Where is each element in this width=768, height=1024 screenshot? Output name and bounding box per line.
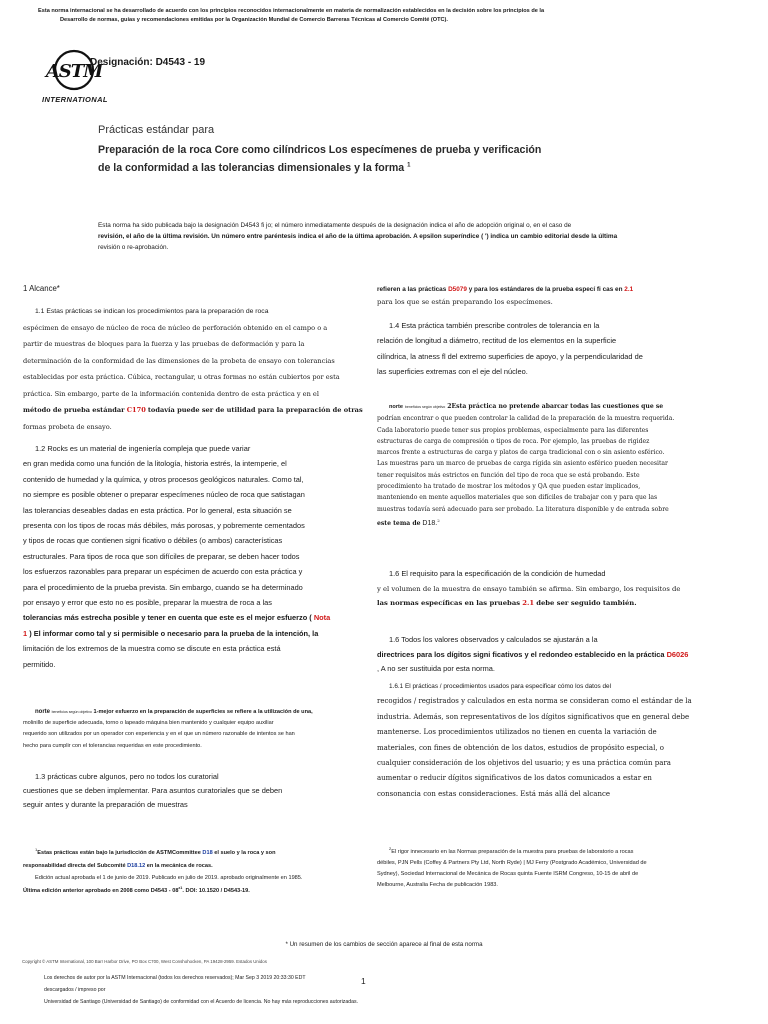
- p12-line: no siempre es posible obtener o preparar especímenes núcleo de roca que satistagan: [23, 490, 305, 500]
- p12-bold-line: [23, 610, 368, 625]
- title-line1: Prácticas estándar para: [98, 124, 215, 136]
- p12-line: por ensayo y error que esto no es posible, preparar la muestra de roca a las: [23, 598, 272, 608]
- summary-note-text: * Un resumen de los cambios de sección aparece al final de esta norma: [285, 941, 483, 948]
- ref-c170[interactable]: C170: [126, 406, 146, 414]
- note-2-bold: 2Esta práctica no pretende abarcar todas las cuestiones que se: [447, 403, 664, 410]
- note-2-line: procedimiento ha tratado de mostrar los métodos y QA que pueden estar implicados,: [377, 483, 641, 491]
- svg-text:ASTM: ASTM: [45, 61, 103, 82]
- note-2: [377, 401, 749, 529]
- note-2-line: manteniendo en mente aquellos materiales que son difíciles de trabajar con y para que las: [377, 494, 658, 502]
- ref-d18-12[interactable]: D18.12: [127, 862, 146, 869]
- note-2-line: marcos frente a estructuras de carga y platos de carga tradicional con o sin asiento esférico.: [377, 449, 665, 457]
- p161-line: recogidos / registrados y calculados en esta norma se consideran como el estándar de la: [377, 697, 692, 706]
- p11-last: formas probeta de ensayo.: [23, 422, 112, 431]
- footnote-2-a: El rigor innecesario en las Normas preparación de la muestra para pruebas de laboratorio a rocas: [391, 848, 634, 855]
- paragraph-1-6a: [377, 567, 747, 611]
- footnote-1-b: el suelo y la roca y son: [214, 849, 276, 856]
- title-line3-text: de la conformidad a las tolerancias dimensionales y la forma: [98, 162, 405, 174]
- p12-line: permitido.: [23, 659, 56, 669]
- footnote-1-line2: [23, 860, 368, 873]
- p14-line: cilíndrica, la atness fl del extremo superficies de apoyo, y la perpendicularidad de: [377, 351, 643, 361]
- title-line2: Preparación de la roca Core como cilíndricos Los especímenes de prueba y verificación: [98, 144, 542, 156]
- p14-line: las superficies extremas con el eje del núcleo.: [377, 367, 528, 377]
- issuance-line3: revisión o re-aprobación.: [98, 244, 169, 251]
- p14-line: 1.4 Esta práctica también prescribe controles de tolerancia en la: [389, 321, 600, 330]
- note-2-line: muestras todavía será adecuado para ser probado. La literatura disponible y de entrada sobre: [377, 505, 669, 513]
- note-2-end-sup: 2: [437, 517, 440, 523]
- license-line3: Universidad de Santiago (Universidad de Santiago) de conformidad con el Acuerdo de licencia. No hay más reproducciones autorizadas.: [44, 999, 359, 1005]
- p12-bold2: ) El informar como tal y si permisible o necesario para la prueba de la intención, la: [29, 628, 319, 638]
- footnote-2-line: Sydney), Sociedad Internacional de Mecánica de Rocas quinta Fuente ISRM Congreso, 10-15 de abril de: [377, 871, 639, 878]
- p16a-line: 1.6 El requisito para la especificación de la condición de humedad: [389, 569, 606, 578]
- note-2-first-line: [377, 401, 749, 413]
- p11-line: determinación de la conformidad de las dimensiones de la probeta de ensayo con tolerancias: [23, 356, 335, 365]
- copyright: Copyright © ASTM International, 100 Barr Harbor Drive, PO Box C700, West Conshohocken, PA 19428-2959. Estados Unidos: [22, 959, 267, 964]
- note-1-first-line: [23, 707, 368, 718]
- p16b-line3: , A no ser sustituida por esta norma.: [377, 664, 495, 673]
- p16a-bold2: debe ser seguido también.: [536, 599, 637, 607]
- p12-line: presenta con los tipos de rocas más débiles, más porosas, y pobremente cementados: [23, 521, 305, 531]
- note-1-link[interactable]: Nota: [313, 613, 331, 623]
- continuation-line2: para los que se están preparando los especímenes.: [377, 298, 553, 306]
- footnote-2-line1: [377, 843, 749, 858]
- p13-line: seguir antes y durante la preparación de muestras: [23, 799, 188, 809]
- footnote-1-line4: [23, 883, 368, 896]
- page-number: 1: [361, 976, 366, 986]
- p12-line: contenido de humedad y la química, y otros procesos geológicos naturales. Como tal,: [23, 474, 304, 484]
- note-2-line: Las muestras para un marco de pruebas de carga rígida sin asiento esférico pueden necesitar: [377, 460, 668, 468]
- ref-d5079[interactable]: D5079: [448, 286, 467, 293]
- p12-line: las tolerancias deseables dadas en esta práctica. Por lo general, esta situación se: [23, 505, 292, 515]
- paragraph-1-2: [23, 441, 368, 672]
- ref-d18-note[interactable]: D18.: [422, 520, 438, 527]
- footnote-2-line: débiles, PJN Pells (Coffey & Partners Pty Ltd, North Ryde) | MJ Ferry (Postgrado Académico, Universidad de: [377, 860, 647, 867]
- note-2-end: [377, 515, 749, 529]
- p13-line: 1.3 prácticas cubre algunos, pero no todos los curatorial: [35, 772, 219, 781]
- paragraph-1-3: [23, 770, 368, 811]
- p13-line: cuestiones que se deben implementar. Para asuntos curatoriales que se deben: [23, 785, 283, 795]
- continuation-bold: refieren a las prácticas: [377, 286, 447, 293]
- footnote-1-c: responsabilidad directa del Subcomité: [23, 862, 126, 869]
- p161-line: aumentar o reducir dígitos significativos de los datos comunicados a estar en: [377, 774, 652, 783]
- title-line3: [98, 162, 410, 174]
- license-line2: descargados / impreso por: [44, 987, 106, 993]
- continuation-line1: [377, 283, 747, 297]
- header-notice: [38, 7, 758, 25]
- continuation-bold2: y para los estándares de la prueba especí fi cas en: [468, 286, 623, 293]
- p12-line: los esfuerzos razonables para preparar un espécimen de acuerdo con esta práctica y: [23, 567, 303, 577]
- title-footnote-mark: 1: [407, 162, 411, 169]
- footnote-1-line3: Edición actual aprobada el 1 de junio de 2019. Publicado en julio de 2019. aprobado originalmente en 1985.: [35, 874, 303, 881]
- ref-2-1-b[interactable]: 2.1: [522, 599, 535, 607]
- footnote-2: [377, 843, 749, 892]
- footnote-1-f: Última edición anterior aprobado en 2008 como D4543 - 08: [23, 887, 179, 894]
- note-1-line: requerido son utilizados por un operador con experiencia y en el que un número razonable de intentos se han: [23, 731, 295, 738]
- p11-line: establecidas por esta práctica. Cúbica, rectangular, u otras formas no están cubiertos por esta: [23, 373, 340, 381]
- note-1-line: molinillo de superficie adecuada, torno o lapeado máquina bien mantenido y cualquier equipo auxiliar: [23, 720, 274, 727]
- ref-d6026[interactable]: D6026: [666, 649, 689, 659]
- p11-line: partir de muestras de bloques para la fuerza y las pruebas de deformación y para la: [23, 340, 305, 348]
- p12-line: limitación de los extremos de la muestra como se discute en esta práctica está: [23, 644, 281, 654]
- p11-bold-b: todavía puede ser de utilidad para la preparación de otras: [147, 406, 363, 414]
- p11-bold-a: método de prueba estándar: [23, 406, 125, 414]
- p11-bold-line: [23, 405, 363, 417]
- p16a-line: y el volumen de la muestra de ensayo también se afirma. Sin embargo, los requisitos de: [377, 584, 681, 593]
- footnote-2-sup: 2: [389, 846, 392, 851]
- footnote-1-d: en la mecánica de rocas.: [146, 862, 213, 869]
- logo-name: INTERNATIONAL: [42, 95, 108, 104]
- p16a-bold: las normas específicas en las pruebas: [377, 599, 521, 607]
- note-1: [23, 707, 368, 752]
- license-line1: Los derechos de autor por la ASTM Internacional (todos los derechos reservados); Mar Sep 3 2019 20:33:30 EDT: [44, 975, 306, 981]
- p16a-bold-line: [377, 596, 747, 611]
- p12-bold-line2: [23, 626, 368, 641]
- summary-note: [0, 941, 768, 948]
- note-1-label: norte: [35, 709, 50, 715]
- paragraph-1-6-1: [377, 679, 749, 802]
- footnote-2-line: Melbourne, Australia Fecha de publicación 1983.: [377, 882, 498, 889]
- footnote-1-g: . DOI: 10.1520 / D4543-19.: [182, 887, 250, 894]
- license-block: [44, 972, 644, 1008]
- footnote-1-f-sup: ε1: [178, 885, 183, 890]
- note-2-line: podrían encontrar o que pueden controlar la calidad de la preparación de la muestra requerida.: [377, 415, 675, 423]
- p12-line: 1.2 Rocks es un material de ingeniería compleja que puede variar: [35, 444, 251, 453]
- p161-line: cualquier consideración de los objetivos del usuario; y es una práctica común para: [377, 759, 671, 768]
- issuance-statement: [98, 220, 718, 253]
- issuance-line1: Esta norma ha sido publicada bajo la designación D4543 fi jo; el número inmediatamente después de la designación indica el año de adopción original o, en el caso de: [98, 222, 572, 229]
- p12-line: y tipos de rocas que contienen signi ficativo o débiles (o ambos) características: [23, 536, 283, 546]
- p11-line: práctica. Sin embargo, parte de la información contenida dentro de esta práctica y en el: [23, 389, 319, 398]
- ref-2-1[interactable]: 2.1: [624, 286, 634, 293]
- paragraph-1-6b: [377, 633, 747, 677]
- p16b-line1: 1.6 Todos los valores observados y calculados se ajustarán a la: [389, 635, 598, 644]
- header-notice-line1: Esta norma internacional se ha desarrollado de acuerdo con los principios reconocidos internacionalmente en materia de normalización establecidos en la decisión sobre los principios de la: [38, 8, 545, 14]
- paragraph-1-4: [377, 318, 747, 380]
- ref-d18[interactable]: D18: [202, 849, 213, 856]
- p12-line: en gran medida como una función de la litología, historia estrés, la intemperie, el: [23, 459, 287, 469]
- section-heading-scope: 1 Alcance*: [23, 284, 60, 293]
- p14-line: relación de longitud a diámetro, rectitud de los elementos en la superficie: [377, 336, 617, 346]
- note-2-label: norte: [389, 404, 403, 410]
- note-1-bold: 1-mejor esfuerzo en la preparación de superficies se refiere a la utilización de una,: [93, 709, 313, 715]
- footnote-1: [23, 843, 368, 896]
- note-2-line: estructuras de carga de compresión o tipos de roca. Por ejemplo, las pruebas de rigidez: [377, 437, 650, 445]
- note-1-line: hecho para cumplir con el tolerancias requeridas en este procedimiento.: [23, 742, 202, 749]
- issuance-line2: revisión, el año de la última revisión. Un número entre paréntesis indica el año de la última aprobación. A epsilon superíndice ( ') indica un cambio editorial desde la última: [98, 233, 618, 240]
- p161-line: industria. Además, son representativos de los dígitos significativos que en general debe: [377, 712, 690, 721]
- p16b-bold-line: [377, 648, 747, 663]
- p161-line: mantenerse. Los procedimientos utilizados no tienen en cuenta la variación de: [377, 728, 657, 737]
- designation: Designación: D4543 - 19: [90, 57, 206, 68]
- footnote-1-a: Estas prácticas están bajo la jurisdicción de ASTMCommittee: [37, 849, 201, 856]
- p161-line: consonancia con estas consideraciones. Está más allá del alcance: [377, 789, 611, 798]
- paragraph-1-1: [23, 306, 363, 433]
- p12-line: para el procedimiento de la prueba prevista. Sin embargo, cuando se ha determinado: [23, 582, 303, 592]
- footnote-1-line1: [23, 843, 368, 860]
- note-2-line: tener requisitos más estrictos en función del tipo de roca que se está probando. Este: [377, 471, 640, 479]
- p11-line: 1.1 Estas prácticas se indican los procedimientos para la preparación de roca: [35, 308, 269, 315]
- p12-line: estructurales. Para tipos de roca que son difíciles de preparar, se deben hacer todos: [23, 551, 300, 561]
- note-2-end-bold: este tema de: [377, 520, 421, 527]
- right-continuation: [377, 283, 747, 309]
- p16b-bold: directrices para los dígitos signi ficativos y el redondeo establecido en la práctica: [377, 649, 665, 659]
- footnote-1-sup: 1: [35, 847, 38, 852]
- note-1-number[interactable]: 1: [23, 628, 28, 638]
- note-2-sub: beneficios según objetivo: [404, 405, 446, 409]
- header-notice-line2: Desarrollo de normas, guías y recomendaciones emitidas por la Organización Mundial de Comercio Barreras Técnicas al Comercio Comité (OTC).: [60, 17, 448, 23]
- p12-bold: tolerancias más estrecha posible y tener en cuenta que este es el mejor esfuerzo (: [23, 613, 312, 623]
- p161-first: 1.6.1 El prácticas / procedimientos usados para especificar cómo los datos del: [389, 683, 612, 690]
- note-2-line: Cada laboratorio puede tener sus propios problemas, especialmente para las diferentes: [377, 426, 649, 434]
- p161-line: materiales, con fines de obtención de los datos, estudios de propósito especial, o: [377, 743, 664, 752]
- note-1-sub: beneficios según objetivo: [51, 710, 92, 714]
- p11-line: espécimen de ensayo de núcleo de roca de núcleo de perforación obtenido en el campo o a: [23, 323, 328, 332]
